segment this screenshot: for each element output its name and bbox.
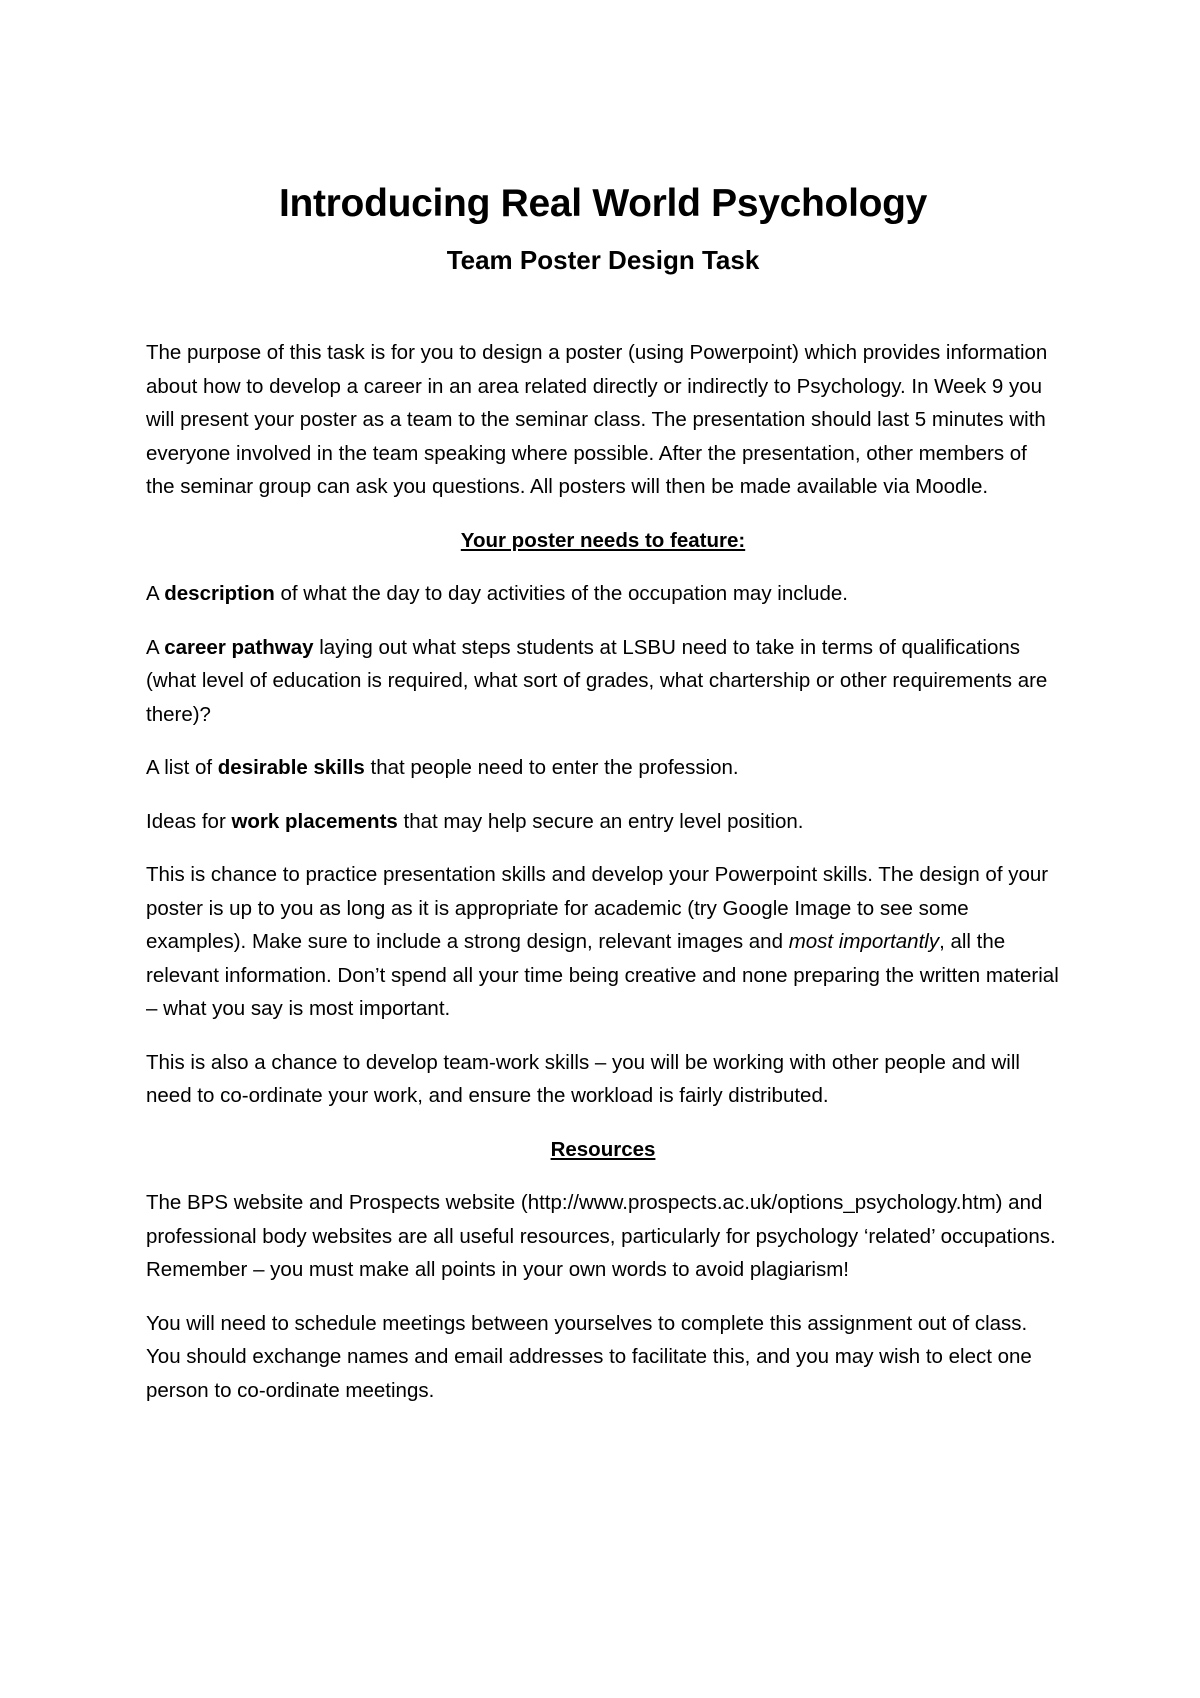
feature-desirable-skills: A list of desirable skills that people need to enter the profession. <box>146 756 739 779</box>
feature-description: A description of what the day to day activities of the occupation may include. <box>146 582 848 605</box>
resources-heading: Resources <box>550 1137 656 1161</box>
meetings-paragraph: You will need to schedule meetings between yourselves to complete this assignment out of class. You should exchange names and email addresses to facilitate this, and you may wish to elect one person to co-ordinate meetings. <box>146 1311 1032 1402</box>
intro-paragraph: The purpose of this task is for you to design a poster (using Powerpoint) which provides information about how to develop a career in an area related directly or indirectly to Psychology. In Week 9 you will present your poster as a team to the seminar class. The presentation should last 5 minutes with everyone involved in the team speaking where possible. After the presentation, other members of the seminar group can ask you questions. All posters will then be made available via Moodle. <box>146 341 1048 498</box>
teamwork-paragraph: This is also a chance to develop team-work skills – you will be working with other people and will need to co-ordinate your work, and ensure the workload is fairly distributed. <box>146 1050 1020 1107</box>
page-title: Introducing Real World Psychology <box>278 182 928 225</box>
feature-work-placements: Ideas for work placements that may help secure an entry level position. <box>146 809 804 833</box>
feature-heading: Your poster needs to feature: <box>460 528 746 552</box>
resources-paragraph: The BPS website and Prospects website (http://www.prospects.ac.uk/options_psychology.htm) and professional body websites are all useful resources, particularly for psychology ‘related’ occupations. Remember – you must make all points in your own words to avoid plagiarism! <box>146 1191 1056 1281</box>
page-subtitle: Team Poster Design Task <box>446 245 760 275</box>
practice-paragraph: This is chance to practice presentation skills and develop your Powerpoint skills. The design of your poster is up to you as long as it is appropriate for academic (try Google Image to see some examples). Make sure to include a strong design, relevant images and most importantly, all the relevant information. Don’t spend all your time being creative and none preparing the written material – what you say is most important. <box>146 863 1059 1020</box>
feature-career-pathway: A career pathway laying out what steps students at LSBU need to take in terms of qualifications (what level of education is required, what sort of grades, what chartership or other requirements are there)? <box>146 635 1048 726</box>
